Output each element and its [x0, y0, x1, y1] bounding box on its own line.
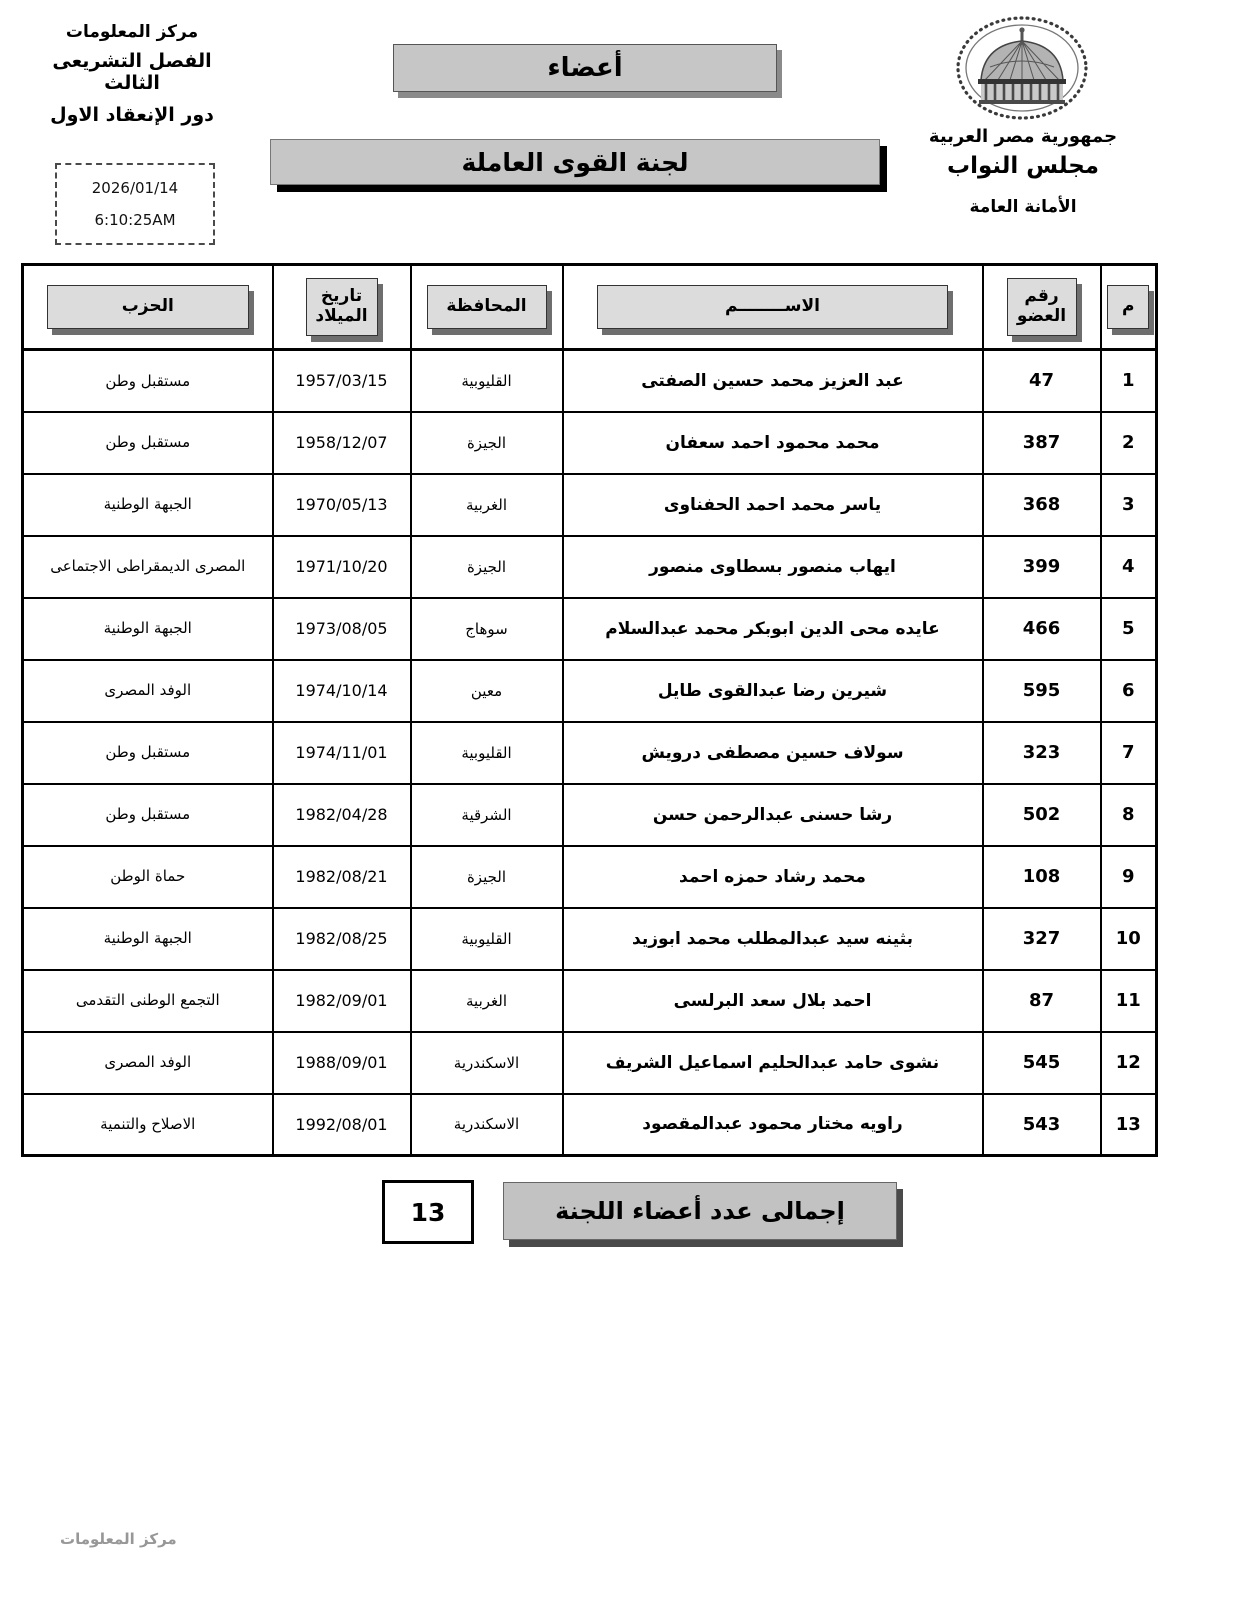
header-name [563, 265, 983, 350]
governorate: الاسكندرية [411, 1032, 563, 1094]
members-title: أعضاء [547, 53, 623, 83]
member-row [23, 350, 1157, 412]
member-number: 108 [983, 846, 1101, 908]
member-row [23, 970, 1157, 1032]
row-index: 13 [1101, 1094, 1157, 1156]
legislative-term-label: الفصل التشريعى الثالث [52, 50, 212, 94]
header-birth-date [273, 265, 411, 350]
member-name: نشوى حامد عبدالحليم اسماعيل الشريف [563, 1032, 983, 1094]
member-name: عايده محى الدين ابوبكر محمد عبدالسلام [563, 598, 983, 660]
member-row [23, 846, 1157, 908]
party: الجبهة الوطنية [23, 908, 273, 970]
member-name: بثينه سيد عبدالمطلب محمد ابوزيد [563, 908, 983, 970]
member-name: محمد محمود احمد سعفان [563, 412, 983, 474]
member-number: 323 [983, 722, 1101, 784]
member-row [23, 908, 1157, 970]
birth-date: 1970/05/13 [273, 474, 411, 536]
member-row [23, 412, 1157, 474]
committee-title: لجنة القوى العاملة [461, 147, 689, 177]
party: الجبهة الوطنية [23, 474, 273, 536]
member-number: 543 [983, 1094, 1101, 1156]
total-count-box: 13 [382, 1180, 474, 1244]
row-index: 5 [1101, 598, 1157, 660]
row-index: 2 [1101, 412, 1157, 474]
council-label: مجلس النواب [946, 153, 1100, 179]
committee-title-box [270, 139, 880, 185]
footer-note: مركز المعلومات [60, 1530, 177, 1548]
governorate: الجيزة [411, 412, 563, 474]
member-row [23, 1032, 1157, 1094]
header-index [1101, 265, 1157, 350]
row-index: 4 [1101, 536, 1157, 598]
member-row [23, 598, 1157, 660]
member-number: 545 [983, 1032, 1101, 1094]
session-round-label: دور الإنعقاد الاول [50, 104, 214, 126]
row-index: 8 [1101, 784, 1157, 846]
birth-date: 1973/08/05 [273, 598, 411, 660]
member-name: ياسر محمد احمد الحفناوى [563, 474, 983, 536]
birth-date: 1982/08/25 [273, 908, 411, 970]
secretariat-label: الأمانة العامة [969, 197, 1077, 217]
birth-date: 1988/09/01 [273, 1032, 411, 1094]
member-number: 466 [983, 598, 1101, 660]
member-number: 368 [983, 474, 1101, 536]
member-row [23, 536, 1157, 598]
member-name: ايهاب منصور بسطاوى منصور [563, 536, 983, 598]
row-index: 1 [1101, 350, 1157, 412]
party: الوفد المصرى [23, 660, 273, 722]
member-number: 502 [983, 784, 1101, 846]
party: الجبهة الوطنية [23, 598, 273, 660]
table-header-row [23, 265, 1157, 350]
total-label: إجمالى عدد أعضاء اللجنة [555, 1197, 845, 1225]
row-index: 6 [1101, 660, 1157, 722]
party: المصرى الديمقراطى الاجتماعى [23, 536, 273, 598]
header-party [23, 265, 273, 350]
member-row [23, 722, 1157, 784]
governorate: الغربية [411, 474, 563, 536]
header-party-box: الحزب [47, 285, 249, 329]
row-index: 10 [1101, 908, 1157, 970]
birth-date: 1974/10/14 [273, 660, 411, 722]
birth-date: 1982/04/28 [273, 784, 411, 846]
row-index: 9 [1101, 846, 1157, 908]
birth-date: 1982/09/01 [273, 970, 411, 1032]
governorate: القليوبية [411, 350, 563, 412]
row-index: 3 [1101, 474, 1157, 536]
row-index: 11 [1101, 970, 1157, 1032]
header-birth-date-box: تاريخ الميلاد [306, 278, 378, 336]
party: الوفد المصرى [23, 1032, 273, 1094]
party: مستقبل وطن [23, 350, 273, 412]
governorate: الجيزة [411, 536, 563, 598]
birth-date: 1982/08/21 [273, 846, 411, 908]
governorate: القليوبية [411, 722, 563, 784]
header-right-block [918, 126, 1128, 217]
member-name: محمد رشاد حمزه احمد [563, 846, 983, 908]
republic-label: جمهورية مصر العربية [928, 126, 1118, 147]
members-title-box [393, 44, 777, 92]
party: حماة الوطن [23, 846, 273, 908]
row-index: 7 [1101, 722, 1157, 784]
total-label-box [503, 1182, 897, 1240]
governorate: الشرقية [411, 784, 563, 846]
member-number: 87 [983, 970, 1101, 1032]
party: مستقبل وطن [23, 722, 273, 784]
member-name: عبد العزيز محمد حسين الصفتى [563, 350, 983, 412]
party: مستقبل وطن [23, 784, 273, 846]
header-member-number-box: رقم العضو [1007, 278, 1077, 336]
row-index: 12 [1101, 1032, 1157, 1094]
party: التجمع الوطنى التقدمى [23, 970, 273, 1032]
birth-date: 1974/11/01 [273, 722, 411, 784]
governorate: القليوبية [411, 908, 563, 970]
header-index-box: م [1107, 285, 1149, 329]
governorate: الغربية [411, 970, 563, 1032]
member-name: سولاف حسين مصطفى درويش [563, 722, 983, 784]
governorate: الاسكندرية [411, 1094, 563, 1156]
member-row [23, 784, 1157, 846]
print-date: 2026/01/14 [91, 179, 179, 197]
birth-date: 1992/08/01 [273, 1094, 411, 1156]
member-row [23, 474, 1157, 536]
party: مستقبل وطن [23, 412, 273, 474]
member-name: راويه مختار محمود عبدالمقصود [563, 1094, 983, 1156]
member-name: احمد بلال سعد البرلسى [563, 970, 983, 1032]
header-governorate [411, 265, 563, 350]
members-table [21, 263, 1158, 1157]
birth-date: 1958/12/07 [273, 412, 411, 474]
member-row [23, 660, 1157, 722]
info-center-label: مركز المعلومات [65, 22, 199, 42]
member-number: 399 [983, 536, 1101, 598]
members-table-body [23, 350, 1157, 1156]
governorate: الجيزة [411, 846, 563, 908]
member-name: شيرين رضا عبدالقوى طايل [563, 660, 983, 722]
member-number: 387 [983, 412, 1101, 474]
print-datetime-box [55, 163, 215, 245]
birth-date: 1971/10/20 [273, 536, 411, 598]
header-member-number [983, 265, 1101, 350]
print-time: 6:10:25AM [94, 211, 176, 229]
member-name: رشا حسنى عبدالرحمن حسن [563, 784, 983, 846]
governorate: سوهاج [411, 598, 563, 660]
header-governorate-box: المحافظة [427, 285, 547, 329]
header-name-box: الاســــــــم [597, 285, 948, 329]
member-number: 595 [983, 660, 1101, 722]
member-number: 47 [983, 350, 1101, 412]
party: الاصلاح والتنمية [23, 1094, 273, 1156]
member-number: 327 [983, 908, 1101, 970]
birth-date: 1957/03/15 [273, 350, 411, 412]
governorate: معين [411, 660, 563, 722]
header-left-block [22, 18, 242, 136]
parliament-dome-emblem-icon [950, 14, 1094, 124]
member-row [23, 1094, 1157, 1156]
